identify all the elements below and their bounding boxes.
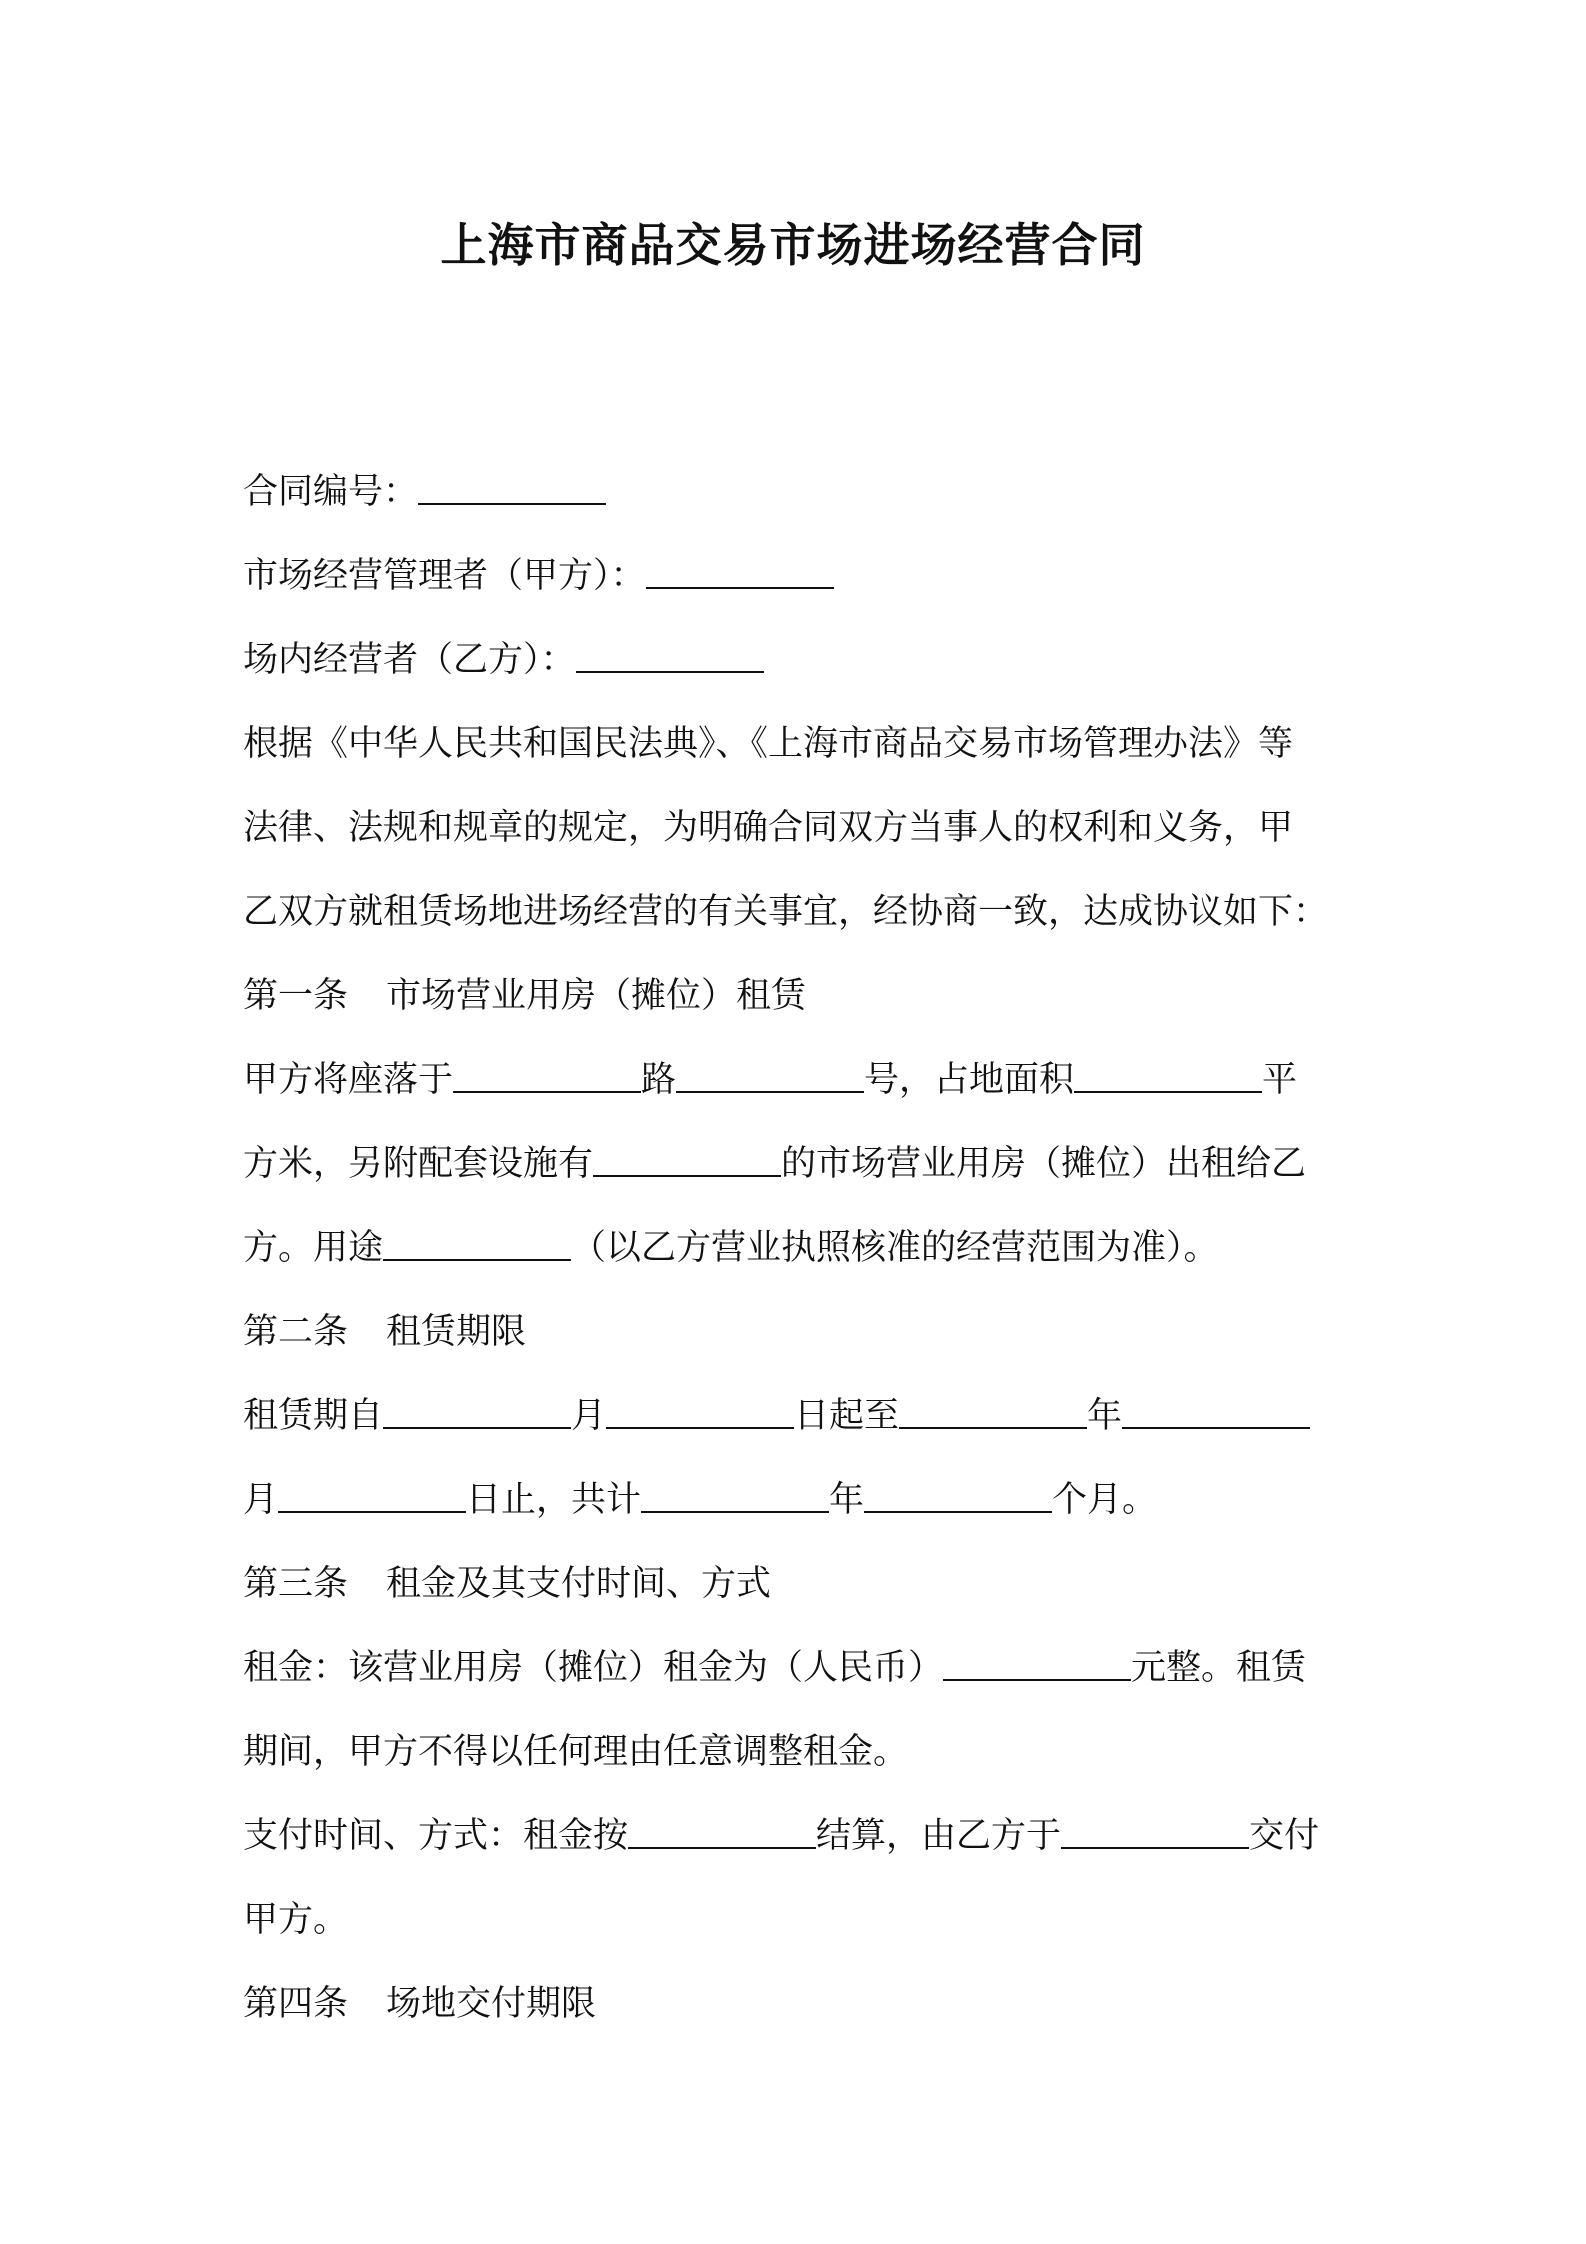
article-number: 第三条 xyxy=(243,1564,349,1604)
party-a-blank[interactable] xyxy=(646,557,834,589)
article-2-line xyxy=(243,1458,1358,1542)
text-segment: 方米，另附配套设施有 xyxy=(243,1144,594,1184)
text-segment: 路 xyxy=(641,1060,677,1100)
text-segment: （以乙方营业执照核准的经营范围为准）。 xyxy=(571,1228,1219,1268)
article-number: 第一条 xyxy=(243,976,349,1016)
number-blank[interactable] xyxy=(676,1061,864,1093)
article-2-line xyxy=(243,1374,1358,1458)
party-b-field xyxy=(243,618,1358,702)
article-3-line: 期间，甲方不得以任何理由任意调整租金。 xyxy=(243,1732,909,1772)
document-title: 上海市商品交易市场进场经营合同 xyxy=(440,218,1146,272)
text-segment: 交付 xyxy=(1249,1816,1320,1856)
article-title: 场地交付期限 xyxy=(386,1984,597,2024)
article-number: 第四条 xyxy=(243,1984,349,2024)
text-segment: 号，占地面积 xyxy=(864,1060,1075,1100)
article-4-heading xyxy=(243,1962,1358,2046)
article-1-line xyxy=(243,1038,1358,1122)
article-1-heading xyxy=(243,954,1358,1038)
text-segment: 甲方将座落于 xyxy=(243,1060,454,1100)
article-1-line xyxy=(243,1122,1358,1206)
article-1-line xyxy=(243,1206,1358,1290)
document-body xyxy=(243,450,1358,2046)
end-day-blank[interactable] xyxy=(278,1481,466,1513)
total-years-blank[interactable] xyxy=(641,1481,829,1513)
start-month-blank[interactable] xyxy=(383,1397,571,1429)
text-segment: 支付时间、方式：租金按 xyxy=(243,1816,629,1856)
text-segment: 月 xyxy=(571,1396,607,1436)
party-a-label: 市场经营管理者（甲方）： xyxy=(243,556,646,596)
road-blank[interactable] xyxy=(453,1061,641,1093)
text-segment: 日起至 xyxy=(794,1396,900,1436)
usage-blank[interactable] xyxy=(383,1229,571,1261)
article-3-line: 甲方。 xyxy=(243,1900,349,1940)
text-segment: 结算，由乙方于 xyxy=(816,1816,1062,1856)
text-segment: 方。用途 xyxy=(243,1228,384,1268)
text-segment: 租金：该营业用房（摊位）租金为（人民币） xyxy=(243,1648,944,1688)
article-title: 租赁期限 xyxy=(386,1312,527,1352)
article-2-heading xyxy=(243,1290,1358,1374)
payment-date-blank[interactable] xyxy=(1061,1817,1249,1849)
article-title: 市场营业用房（摊位）租赁 xyxy=(386,976,807,1016)
total-months-blank[interactable] xyxy=(864,1481,1052,1513)
settlement-blank[interactable] xyxy=(628,1817,816,1849)
article-number: 第二条 xyxy=(243,1312,349,1352)
preamble-line: 法律、法规和规章的规定，为明确合同双方当事人的权利和义务，甲 xyxy=(243,808,1294,848)
text-segment: 日止，共计 xyxy=(466,1480,642,1520)
area-blank[interactable] xyxy=(1074,1061,1262,1093)
party-b-blank[interactable] xyxy=(576,641,764,673)
preamble-line: 乙双方就租赁场地进场经营的有关事宜，经协商一致，达成协议如下： xyxy=(243,892,1329,932)
text-segment: 的市场营业用房（摊位）出租给乙 xyxy=(781,1144,1307,1184)
text-segment: 元整。租赁 xyxy=(1131,1648,1307,1688)
party-a-field xyxy=(243,534,1358,618)
text-segment: 年 xyxy=(1087,1396,1123,1436)
contract-number-blank[interactable] xyxy=(418,473,606,505)
contract-number-label: 合同编号： xyxy=(243,472,419,512)
rent-amount-blank[interactable] xyxy=(943,1649,1131,1681)
text-segment: 平 xyxy=(1262,1060,1298,1100)
article-3-heading xyxy=(243,1542,1358,1626)
end-month-blank[interactable] xyxy=(1122,1397,1310,1429)
text-segment: 个月。 xyxy=(1052,1480,1158,1520)
facilities-blank[interactable] xyxy=(593,1145,781,1177)
preamble-line: 根据《中华人民共和国民法典》、《上海市商品交易市场管理办法》等 xyxy=(243,724,1294,764)
article-3-line xyxy=(243,1794,1358,1878)
text-segment: 月 xyxy=(243,1480,279,1520)
text-segment: 租赁期自 xyxy=(243,1396,384,1436)
article-title: 租金及其支付时间、方式 xyxy=(386,1564,772,1604)
text-segment: 年 xyxy=(829,1480,865,1520)
party-b-label: 场内经营者（乙方）： xyxy=(243,640,576,680)
start-day-blank[interactable] xyxy=(606,1397,794,1429)
end-year-blank[interactable] xyxy=(899,1397,1087,1429)
contract-number-field xyxy=(243,450,1358,534)
article-3-line xyxy=(243,1626,1358,1710)
